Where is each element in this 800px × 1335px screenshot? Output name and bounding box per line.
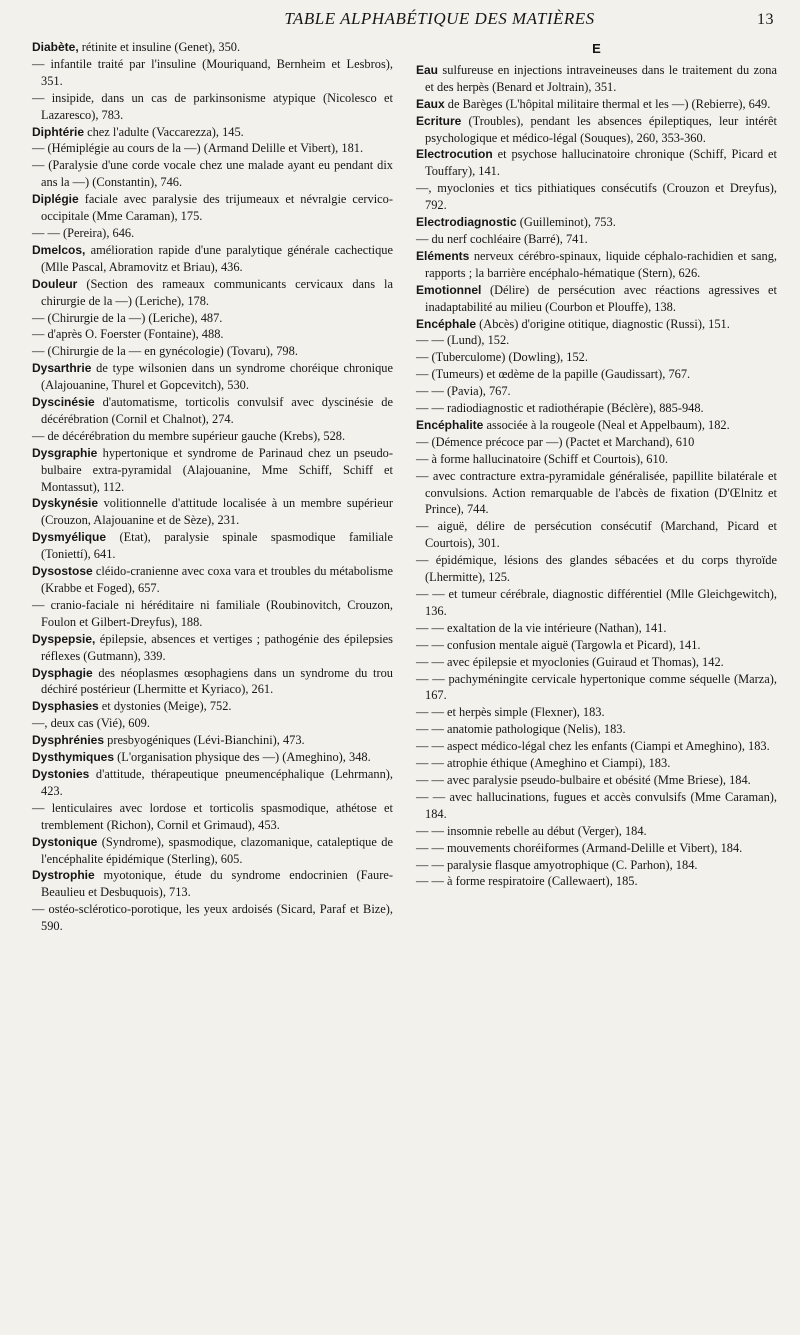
section-letter: E	[592, 41, 601, 56]
index-entry	[32, 343, 393, 360]
entry-text: — — anatomie pathologique (Nelis), 183.	[416, 722, 626, 737]
running-head	[32, 9, 778, 39]
index-entry	[32, 715, 393, 732]
index-entry	[416, 654, 777, 671]
index-entry	[32, 529, 393, 563]
entry-text: volitionnelle d'attitude localisée à un membre supérieur (Crouzon, Alajouanine et de Sèze), 231.	[41, 496, 393, 528]
index-entry	[416, 451, 777, 468]
entry-text: — (Paralysie d'une corde vocale chez une malade ayant eu pendant dix ans la —) (Constantin), 746.	[32, 158, 393, 190]
entry-text: — à forme hallucinatoire (Schiff et Courtois), 610.	[416, 451, 668, 466]
entry-text: nerveux cérébro-spinaux, liquide céphalo-rachidien et sang, rapports ; la barrière encéphalo-hématique (Stern), 626.	[425, 248, 777, 280]
entry-heading: Diplégie	[32, 192, 79, 207]
entry-text: —, myoclonies et tics pithiatiques consécutifs (Crouzon et Dreyfus), 792.	[416, 181, 777, 213]
entry-text: — — aspect médico-légal chez les enfants (Ciampi et Ameghino), 183.	[416, 739, 770, 754]
index-entry	[32, 665, 393, 699]
index-entry	[416, 214, 777, 231]
index-entry	[32, 326, 393, 343]
entry-text: — — paralysie flasque amyotrophique (C. Parhon), 184.	[416, 857, 698, 872]
entry-text: — d'après O. Foerster (Fontaine), 488.	[32, 327, 224, 342]
entry-heading: Electrodiagnostic	[416, 215, 517, 230]
index-entry	[416, 417, 777, 434]
entry-text: — — confusion mentale aiguë (Targowla et Picard), 141.	[416, 637, 701, 652]
entry-text: — (Chirurgie de la — en gynécologie) (Tovaru), 798.	[32, 344, 298, 359]
index-entry	[416, 96, 777, 113]
index-entry	[32, 140, 393, 157]
right-column-entries	[416, 62, 777, 890]
index-entry	[416, 316, 777, 333]
index-entry	[416, 332, 777, 349]
index-entry	[32, 157, 393, 191]
index-entry	[416, 857, 777, 874]
entry-heading: Dystonique	[32, 834, 98, 849]
entry-text: — — (Pavia), 767.	[416, 384, 511, 399]
index-entry	[32, 394, 393, 428]
entry-heading: Dysostose	[32, 564, 93, 579]
index-entry	[416, 434, 777, 451]
entry-text: sulfureuse en injections intraveineuses dans le traitement du zona et des herpès (Benard et Joltrain), 351.	[425, 62, 777, 94]
index-entry	[32, 901, 393, 935]
entry-heading: Dmelcos,	[32, 242, 86, 257]
entry-text: d'automatisme, torticolis convulsif avec dyscinésie de décérébration (Cornil et Chalnot), 274.	[41, 395, 393, 426]
entry-text: — avec contracture extra-pyramidale généralisée, papillite bilatérale et convulsions. Action remarquable de l'abcès de fixation (D'Œlnitz et Prince), 744.	[416, 468, 777, 517]
entry-text: faciale avec paralysie des trijumeaux et névralgie cervico-occipitale (Mme Caraman), 175.	[41, 192, 393, 224]
index-entry	[416, 823, 777, 840]
index-entry	[416, 518, 777, 552]
entry-text: — — radiodiagnostic et radiothérapie (Béclère), 885-948.	[416, 401, 704, 416]
entry-text: — — atrophie éthique (Ameghino et Ciampi), 183.	[416, 756, 671, 771]
entry-heading: Douleur	[32, 276, 78, 291]
entry-text: —, deux cas (Vié), 609.	[32, 716, 150, 731]
entry-heading: Dysphrénies	[32, 733, 105, 748]
entry-text: — cranio-faciale ni héréditaire ni familiale (Roubinovitch, Crouzon, Foulon et Gilbert-Dreyfus), 188.	[32, 597, 393, 629]
entry-heading: Dysgraphie	[32, 445, 98, 460]
entry-heading: Dyscinésie	[32, 395, 95, 410]
entry-text: (Syndrome), spasmodique, clazomanique, cataleptique de l'encéphalite épidémique (Sterling), 605.	[41, 834, 393, 866]
entry-text: — (Démence précoce par —) (Pactet et Marchand), 610	[416, 434, 695, 449]
index-entry	[32, 360, 393, 394]
index-entry	[416, 400, 777, 417]
entry-text: chez l'adulte (Vaccarezza), 145.	[84, 124, 244, 139]
index-entry	[416, 282, 777, 316]
index-entry	[32, 800, 393, 834]
entry-text: — du nerf cochléaire (Barré), 741.	[416, 231, 588, 246]
index-entry	[416, 468, 777, 519]
entry-text: — infantile traité par l'insuline (Mouriquand, Bernheim et Lesbros), 351.	[32, 56, 393, 88]
index-entry	[416, 552, 777, 586]
index-entry	[32, 834, 393, 868]
index-entry	[32, 90, 393, 124]
index-entry	[416, 721, 777, 738]
entry-text: — insipide, dans un cas de parkinsonisme atypique (Nicolesco et Lazaresco), 783.	[32, 90, 393, 122]
index-entry	[32, 597, 393, 631]
index-entry	[32, 310, 393, 327]
entry-text: d'attitude, thérapeutique pneumencéphalique (Lehrmann), 423.	[41, 766, 393, 798]
entry-text: épilepsie, absences et vertiges ; pathogénie des épilepsies réflexes (Gutmann), 339.	[41, 631, 393, 663]
entry-heading: Eau	[416, 62, 439, 77]
page-title: TABLE ALPHABÉTIQUE DES MATIÈRES	[284, 9, 595, 28]
entry-heading: Dysphasies	[32, 699, 99, 714]
index-entry	[416, 146, 777, 180]
entry-text: et dystonies (Meige), 752.	[98, 699, 232, 714]
index-entry	[416, 704, 777, 721]
index-entry	[416, 671, 777, 705]
entry-heading: Dystonies	[32, 766, 90, 781]
entry-text: — — mouvements choréiformes (Armand-Delille et Vibert), 184.	[416, 840, 743, 855]
index-entry	[416, 248, 777, 282]
entry-text: — lenticulaires avec lordose et torticolis spasmodique, athétose et tremblement (Richon), Cornil et Grimaud), 453.	[32, 800, 393, 832]
entry-text: myotonique, étude du syndrome endocrinien (Faure-Beaulieu et Desbuquois), 713.	[41, 868, 393, 900]
entry-text: (Délire) de persécution avec réactions agressives et inadaptabilité au milieu (Courbon et Plouffe), 138.	[425, 282, 777, 314]
index-entry	[32, 766, 393, 800]
entry-heading: Electrocution	[416, 147, 493, 162]
entry-heading: Diphtérie	[32, 124, 85, 139]
left-column	[32, 39, 393, 935]
entry-text: (Section des rameaux communicants cervicaux dans la chirurgie de la —) (Leriche), 178.	[41, 276, 393, 308]
entry-text: — — avec épilepsie et myoclonies (Guiraud et Thomas), 142.	[416, 654, 724, 669]
index-entry	[32, 191, 393, 225]
entry-text: — de décérébration du membre supérieur gauche (Krebs), 528.	[32, 428, 346, 443]
entry-text: — — pachyméningite cervicale hypertonique comme séquelle (Marza), 167.	[416, 671, 777, 703]
entry-text: — — à forme respiratoire (Callewaert), 185.	[416, 874, 638, 889]
index-entry	[416, 231, 777, 248]
entry-heading: Dysthymiques	[32, 750, 115, 765]
entry-text: — — insomnie rebelle au début (Verger), 184.	[416, 823, 647, 838]
entry-text: de Barèges (L'hôpital militaire thermal et les —) (Rebierre), 649.	[444, 96, 771, 111]
entry-heading: Dyspepsie,	[32, 631, 96, 646]
index-entry	[32, 631, 393, 665]
entry-text: — — exaltation de la vie intérieure (Nathan), 141.	[416, 620, 667, 635]
entry-text: associée à la rougeole (Neal et Appelbaum), 182.	[483, 417, 730, 432]
index-entry	[32, 867, 393, 901]
entry-text: — (Chirurgie de la —) (Leriche), 487.	[32, 310, 223, 325]
entry-text: — (Hémiplégie au cours de la —) (Armand Delille et Vibert), 181.	[32, 141, 364, 156]
entry-heading: Dysphagie	[32, 665, 93, 680]
entry-text: (Troubles), pendant les absences épileptiques, leur intérêt psychologique et médico-légal (Souques), 260, 353-360.	[425, 113, 777, 145]
entry-heading: Encéphale	[416, 316, 477, 331]
entry-text: amélioration rapide d'une paralytique générale cachectique (Mlle Pascal, Abramovitz et Briau), 436.	[41, 242, 393, 274]
entry-text: cléido-cranienne avec coxa vara et troubles du métabolisme (Krabbe et Foged), 657.	[41, 564, 393, 595]
entry-text: — (Tuberculome) (Dowling), 152.	[416, 350, 588, 365]
index-entry	[416, 738, 777, 755]
index-entry	[416, 873, 777, 890]
entry-text: de type wilsonien dans un syndrome choréique chronique (Alajouanine, Thurel et Gopcevitch), 530.	[41, 361, 393, 393]
index-entry	[32, 225, 393, 242]
entry-text: — — (Pereira), 646.	[32, 225, 135, 240]
entry-heading: Encéphalite	[416, 417, 484, 432]
entry-text: — — avec hallucinations, fugues et accès convulsifs (Mme Caraman), 184.	[416, 789, 777, 821]
index-entry	[416, 637, 777, 654]
index-entry	[32, 124, 393, 141]
index-entry	[416, 113, 777, 147]
entry-heading: Dysarthrie	[32, 361, 92, 376]
entry-heading: Eaux	[416, 96, 445, 111]
index-entry	[32, 749, 393, 766]
index-entry	[416, 349, 777, 366]
entry-heading: Diabète,	[32, 40, 79, 54]
entry-text: — aiguë, délire de persécution consécutif (Marchand, Picard et Courtois), 301.	[416, 519, 777, 551]
index-entry	[416, 180, 777, 214]
index-entry	[32, 428, 393, 445]
index-entry	[416, 772, 777, 789]
index-entry	[32, 242, 393, 276]
entry-text: — — avec paralysie pseudo-bulbaire et obésité (Mme Briese), 184.	[416, 772, 751, 787]
index-entry	[416, 366, 777, 383]
entry-text: hypertonique et syndrome de Parinaud chez un pseudo-bulbaire extra-pyramidal (Alajouanine, Mme Schiff, Schiff et Montassut), 112.	[41, 445, 393, 494]
entry-heading: Eléments	[416, 248, 470, 263]
index-entry	[416, 789, 777, 823]
index-entry	[32, 698, 393, 715]
entry-text: — épidémique, lésions des glandes sébacées et du corps thyroïde (Lhermitte), 125.	[416, 553, 777, 585]
index-entry	[32, 56, 393, 90]
page-number: 13	[757, 11, 774, 28]
entry-text: (L'organisation physique des —) (Ameghino), 348.	[114, 750, 371, 765]
entry-text: (Etat), paralysie spinale spasmodique familiale (Toniettí), 641.	[41, 530, 393, 562]
entry-heading: Emotionnel	[416, 282, 482, 297]
entry-text: et psychose hallucinatoire chronique (Schiff, Picard et Touffary), 141.	[425, 147, 777, 179]
entry-heading: Ecriture	[416, 113, 462, 128]
index-entry	[416, 383, 777, 400]
entry-heading: Dystrophie	[32, 868, 95, 883]
index-entry	[416, 840, 777, 857]
index-entry	[32, 563, 393, 597]
index-entry	[32, 495, 393, 529]
index-entry	[32, 732, 393, 749]
index-entry	[32, 39, 393, 56]
entry-text: — (Tumeurs) et œdème de la papille (Gaudissart), 767.	[416, 367, 691, 382]
entry-text: — — (Lund), 152.	[416, 333, 510, 348]
index-entry	[32, 445, 393, 496]
entry-text: — — et herpès simple (Flexner), 183.	[416, 705, 605, 720]
entry-text: — ostéo-sclérotico-porotique, les yeux ardoisés (Sicard, Paraf et Bize), 590.	[32, 902, 393, 934]
entry-heading: Dysmyélique	[32, 530, 107, 545]
entry-text: (Guilleminot), 753.	[516, 215, 616, 230]
index-entry	[32, 276, 393, 310]
entry-text: (Abcès) d'origine otitique, diagnostic (Russi), 151.	[476, 316, 730, 331]
right-column	[416, 39, 777, 935]
entry-text: — — et tumeur cérébrale, diagnostic différentiel (Mlle Gleichgewitch), 136.	[416, 587, 777, 618]
entry-heading: Dyskynésie	[32, 496, 99, 511]
index-entry	[416, 620, 777, 637]
index-columns	[32, 39, 778, 935]
index-entry	[416, 586, 777, 620]
entry-text: presbyogéniques (Lévi-Bianchini), 473.	[104, 733, 305, 748]
entry-text: rétinite et insuline (Genet), 350.	[78, 40, 241, 54]
index-entry	[416, 755, 777, 772]
index-entry	[416, 62, 777, 96]
entry-text: des néoplasmes œsophagiens dans un syndrome du trou déchiré postérieur (Lhermitte et Kyriaco), 261.	[41, 665, 393, 697]
